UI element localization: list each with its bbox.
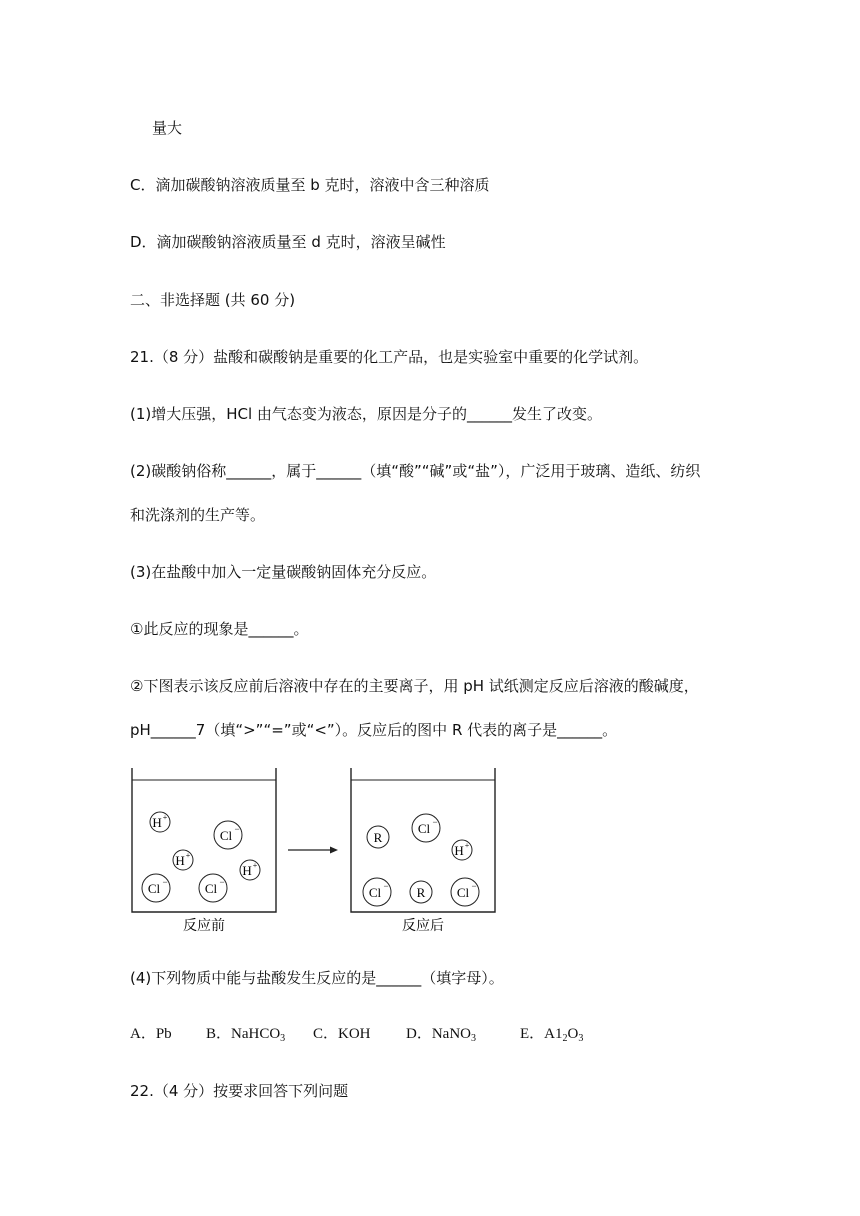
svg-text:R: R [373,830,383,845]
svg-text:Cl: Cl [204,881,218,896]
svg-text:Cl: Cl [456,885,470,900]
question-21-part3-1: ①此反应的现象是______。 [130,620,309,638]
section-heading: 二、非选择题 (共 60 分) [130,291,296,309]
question-21-stem: 21.（8 分）盐酸和碳酸钠是重要的化工产品，也是实验室中重要的化学试剂。 [130,348,649,366]
ion-h-before-2 [173,850,193,870]
arrow-icon [288,847,338,854]
option-a: A．Pb [130,1026,172,1042]
svg-text:Cl: Cl [147,881,161,896]
svg-text:H: H [242,863,252,878]
ion-r-after-2 [410,881,432,903]
reaction-diagram [118,764,518,944]
ion-cl-before-3 [199,874,227,902]
option-d-line: D．滴加碳酸钠溶液质量至 d 克时，溶液呈碱性 [130,233,446,251]
label-after: 反应后 [402,918,444,934]
svg-text:H: H [152,815,162,830]
svg-text:Cl: Cl [219,828,233,843]
question-21-part3-2: ②下图表示该反应前后溶液中存在的主要离子，用 pH 试纸测定反应后溶液的酸碱度， [130,677,699,695]
svg-text:−: − [234,824,240,834]
question-22-stem: 22.（4 分）按要求回答下列问题 [130,1082,349,1100]
svg-text:−: − [383,881,389,891]
option-c-line: C．滴加碳酸钠溶液质量至 b 克时，溶液中含三种溶质 [130,176,490,194]
option-c: C．KOH [313,1026,371,1042]
svg-text:+: + [185,851,191,860]
svg-text:+: + [464,841,470,850]
option-d: D．NaNO$_3$ [406,1026,476,1044]
ion-h-before-3 [240,860,260,880]
ion-cl-after-3 [451,878,479,906]
question-21-part3: (3)在盐酸中加入一定量碳酸钠固体充分反应。 [130,563,437,581]
question-21-part2: (2)碳酸钠俗称______，属于______（填“酸”“碱”或“盐”），广泛用于玻璃、造纸、纺织 [130,462,701,480]
svg-text:−: − [162,877,168,887]
svg-text:H: H [175,853,185,868]
ion-cl-before-1 [214,821,242,849]
svg-text:Cl: Cl [417,821,431,836]
ion-cl-after-1 [412,814,440,842]
answer-options [130,1024,583,1049]
svg-text:+: + [252,861,258,870]
svg-text:R: R [416,885,426,900]
question-21-part4: (4)下列物质中能与盐酸发生反应的是______（填字母）。 [130,969,504,987]
question-21-part1: (1)增大压强，HCl 由气态变为液态，原因是分子的______发生了改变。 [130,405,602,423]
svg-text:Cl: Cl [368,885,382,900]
svg-text:−: − [219,877,225,887]
ion-h-after-1 [452,840,472,860]
svg-text:+: + [162,813,168,822]
question-21-part3-2-cont: pH______7（填“>”“=”或“<”）。反应后的图中 R 代表的离子是______。 [130,721,618,739]
svg-text:−: − [432,817,438,827]
option-b: B．NaHCO$_3$ [206,1026,286,1044]
label-before: 反应前 [183,918,225,934]
question-21-part2-cont: 和洗涤剂的生产等。 [130,506,266,524]
ion-r-after-1 [367,826,389,848]
svg-text:−: − [471,881,477,891]
svg-text:H: H [454,843,464,858]
text-line: 量大 [152,119,183,137]
ion-cl-after-2 [363,878,391,906]
ion-h-before-1 [150,812,170,832]
ion-cl-before-2 [142,874,170,902]
option-e: E．$A1_2O_3$ [520,1026,584,1044]
